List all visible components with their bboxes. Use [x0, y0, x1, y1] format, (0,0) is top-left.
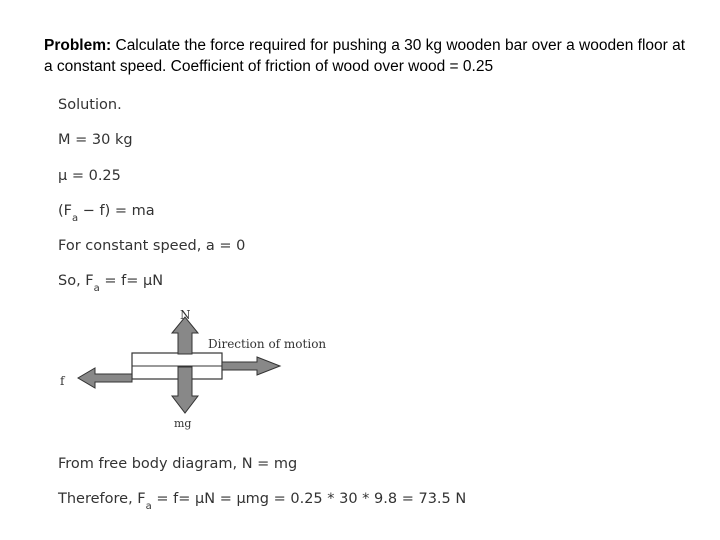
- constant-speed-line: For constant speed, a = 0: [58, 238, 246, 254]
- therefore-a: Therefore, F: [58, 491, 146, 507]
- force-equation-a: (F: [58, 203, 72, 219]
- so-line-sub: a: [93, 283, 100, 294]
- mass-line: M = 30 kg: [58, 132, 133, 148]
- free-body-diagram: [50, 305, 370, 435]
- f-label: f: [60, 374, 65, 388]
- therefore-b: = f= μN = μmg = 0.25 * 30 * 9.8 = 73.5 N: [151, 491, 467, 507]
- therefore-line: [58, 491, 467, 512]
- friction-arrow: [78, 368, 132, 388]
- solution-heading: Solution.: [58, 97, 122, 113]
- problem-text: Calculate the force required for pushing a 30 kg wooden bar over a wooden floor at a constant speed. Coefficient of friction of wood over wood = 0.25: [44, 37, 686, 75]
- motion-label: Direction of motion: [208, 337, 327, 351]
- force-equation-sub: a: [72, 213, 79, 224]
- force-equation-b: − f) = ma: [78, 203, 155, 219]
- so-line: [58, 273, 164, 294]
- force-equation: [58, 203, 155, 224]
- n-label: N: [180, 308, 191, 322]
- applied-force-arrow: [222, 357, 280, 375]
- problem-label: Problem:: [44, 37, 112, 54]
- problem-statement: [44, 35, 694, 77]
- mg-label: mg: [174, 417, 192, 430]
- mu-line: μ = 0.25: [58, 168, 121, 184]
- so-line-a: So, F: [58, 273, 94, 289]
- normal-force-arrow: [172, 317, 198, 354]
- from-fbd-line: From free body diagram, N = mg: [58, 456, 298, 472]
- therefore-sub: a: [145, 501, 152, 512]
- so-line-b: = f= μN: [99, 273, 164, 289]
